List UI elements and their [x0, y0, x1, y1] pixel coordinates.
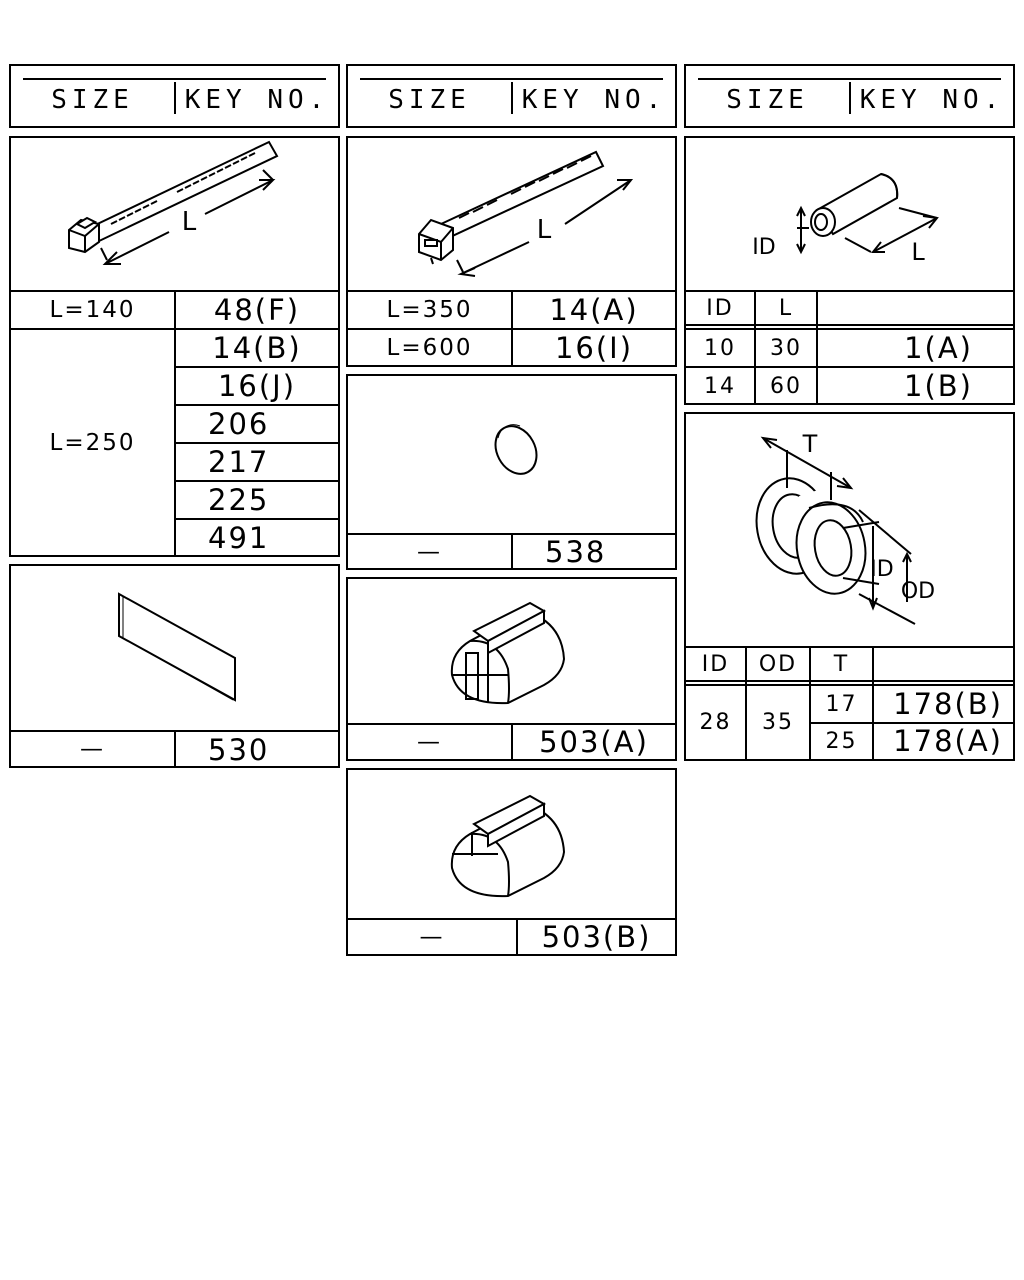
tube-panel — [684, 136, 1015, 405]
column-t-header: T — [833, 651, 850, 677]
size-cell: — — [417, 729, 442, 755]
key-no-cell: 530 — [208, 733, 270, 767]
column-id-header: ID — [701, 651, 730, 677]
disc-panel — [346, 374, 677, 570]
clamp-a-panel — [346, 577, 677, 761]
key-no-cell: 16(I) — [554, 331, 634, 365]
key-no-header: KEY NO. — [859, 85, 1005, 115]
header-col-2 — [346, 64, 677, 128]
dimension-l-label: L — [181, 207, 197, 237]
header-col-1 — [9, 64, 340, 128]
key-no-cell: 14(B) — [212, 331, 302, 365]
clamp-b-illustration — [348, 770, 675, 918]
size-cell: L=600 — [386, 335, 473, 361]
size-cell: — — [80, 736, 105, 762]
column-id-header: ID — [706, 295, 734, 321]
key-no-cell: 1(A) — [904, 331, 973, 365]
key-no-cell: 503(A) — [539, 725, 649, 759]
size-header: SIZE — [726, 85, 809, 115]
od-cell: 35 — [762, 709, 794, 735]
column-od-header: OD — [758, 651, 798, 677]
dimension-od-label: OD — [900, 579, 936, 604]
dimension-id-label: ID — [752, 235, 776, 260]
dimension-id-label: ID — [870, 557, 894, 582]
tube-illustration — [686, 138, 1013, 290]
l-cell: 30 — [770, 335, 802, 361]
t-cell: 17 — [825, 691, 858, 717]
key-no-header: KEY NO. — [521, 85, 667, 115]
id-cell: 28 — [699, 709, 732, 735]
key-no-cell: 225 — [208, 483, 270, 517]
key-no-cell: 178(A) — [893, 724, 1003, 758]
clamp-b-panel — [346, 768, 677, 956]
key-no-cell: 217 — [208, 445, 270, 479]
key-no-cell: 16(J) — [217, 369, 297, 403]
plate-illustration — [11, 566, 338, 730]
key-no-cell: 178(B) — [893, 687, 1003, 721]
id-cell: 14 — [704, 373, 736, 399]
key-no-cell: 48(F) — [213, 293, 301, 327]
key-no-cell: 491 — [208, 521, 270, 555]
clamp-a-illustration — [348, 579, 675, 723]
size-header: SIZE — [388, 85, 471, 115]
l-cell: 60 — [770, 373, 802, 399]
grommet-illustration — [686, 414, 1013, 646]
dimension-l-label: L — [536, 215, 552, 245]
cable-tie-long-illustration — [348, 138, 675, 290]
size-cell: — — [417, 539, 442, 565]
key-no-cell: 1(B) — [904, 369, 973, 403]
size-cell: — — [419, 924, 445, 950]
key-no-cell: 206 — [208, 407, 270, 441]
header-col-3 — [684, 64, 1015, 128]
disc-illustration — [348, 376, 675, 534]
t-cell: 25 — [825, 728, 858, 754]
dimension-l-label: L — [911, 238, 925, 266]
key-no-cell: 538 — [545, 535, 607, 569]
key-no-cell: 14(A) — [549, 293, 639, 327]
size-cell: L=140 — [49, 297, 136, 323]
cable-tie-short-illustration — [11, 138, 338, 290]
size-cell: L=250 — [49, 430, 136, 456]
plate-panel — [9, 564, 340, 768]
cable-tie-long-panel — [346, 136, 677, 367]
grommet-panel — [684, 412, 1015, 761]
size-cell: L=350 — [386, 297, 473, 323]
column-l-header: L — [778, 295, 794, 321]
id-cell: 10 — [704, 335, 736, 361]
cable-tie-short-panel — [9, 136, 340, 557]
key-no-header: KEY NO. — [184, 85, 330, 115]
dimension-t-label: T — [802, 430, 818, 458]
key-no-cell: 503(B) — [541, 920, 652, 954]
size-header: SIZE — [51, 85, 134, 115]
